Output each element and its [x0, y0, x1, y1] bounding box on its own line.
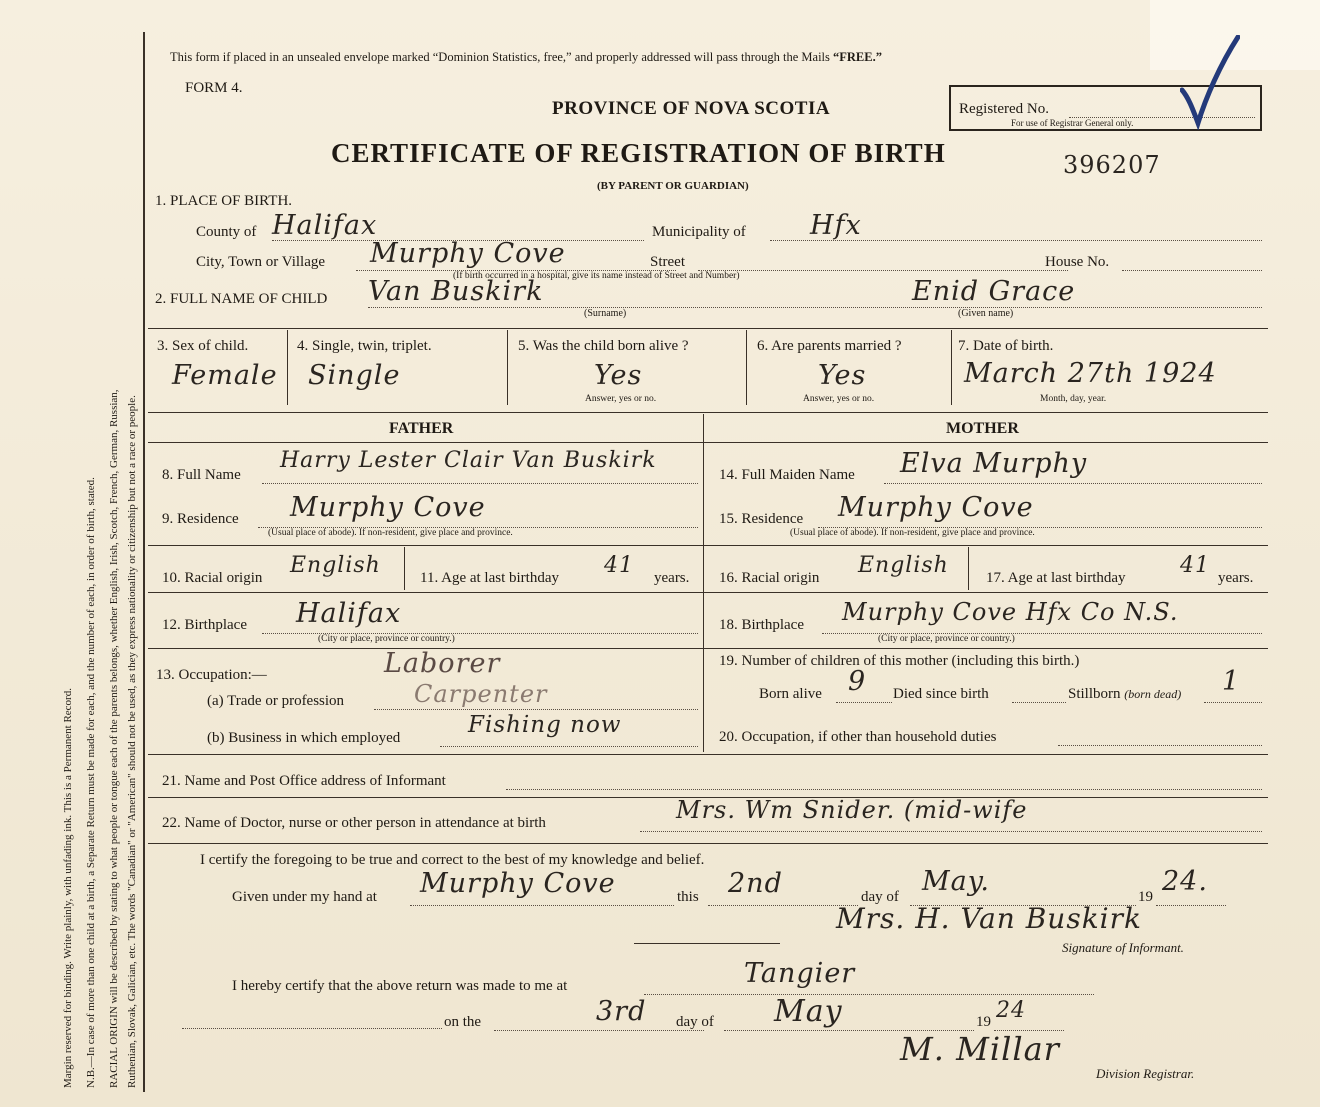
- father-age: 41: [604, 553, 634, 578]
- mother-res-label: 15. Residence: [719, 511, 804, 527]
- registrar-use-note: For use of Registrar General only.: [1011, 118, 1134, 128]
- rule-race-under: [148, 592, 1268, 593]
- informant-line: [506, 789, 1262, 790]
- sex-label: 3. Sex of child.: [157, 338, 249, 354]
- rule-col-c: [746, 330, 747, 405]
- mother-name-label: 14. Full Maiden Name: [719, 467, 855, 483]
- father-res-note: (Usual place of abode). If non-resident, give place and province.: [268, 528, 513, 538]
- rule-mother-race: [968, 547, 969, 590]
- occupation-other-line: [1058, 745, 1262, 746]
- rule-col-d: [951, 330, 952, 405]
- mother-race-label: 16. Racial origin: [719, 570, 820, 586]
- margin-note-4: Ruthenian, Slovak, Galician, etc. The words "Canadian" or "American" should not be used, as they express nationality or citizenship but not a race or people.: [126, 395, 138, 1088]
- registration-number: 396207: [1063, 151, 1161, 179]
- dob-label: 7. Date of birth.: [958, 338, 1054, 354]
- rule-parents-top: [148, 412, 1268, 413]
- given-place: Murphy Cove: [420, 868, 616, 899]
- surname-note: (Surname): [584, 308, 627, 319]
- married-value: Yes: [818, 360, 867, 391]
- mother-bp-label: 18. Birthplace: [719, 617, 804, 633]
- street-line: [698, 270, 1068, 271]
- business-line: [440, 746, 698, 747]
- business-label: (b) Business in which employed: [207, 730, 401, 746]
- registered-label: Registered No.: [959, 101, 1049, 117]
- margin-note-1: Margin reserved for binding. Write plainly, with unfading ink. This is a Permanent Record.: [62, 688, 74, 1088]
- trade-label: (a) Trade or profession: [207, 693, 345, 709]
- father-heading: FATHER: [389, 420, 454, 437]
- given-under-label: Given under my hand at: [232, 889, 377, 905]
- registrar-month: May: [774, 994, 843, 1029]
- municipality-value: Hfx: [810, 210, 862, 241]
- father-name: Harry Lester Clair Van Buskirk: [280, 448, 657, 473]
- mail-note-text: This form if placed in an unsealed envelope marked “Dominion Statistics, free,” and properly addressed will pass through the Mails: [170, 50, 834, 64]
- alive-value: Yes: [594, 360, 643, 391]
- rule-heading-under: [148, 442, 1268, 443]
- informant-sig-label: Signature of Informant.: [1062, 940, 1184, 955]
- father-race: English: [290, 553, 381, 578]
- given-name-note: (Given name): [958, 308, 1014, 319]
- trade-value: Carpenter: [414, 680, 548, 708]
- rule-col-a: [287, 330, 288, 405]
- attendant-value: Mrs. Wm Snider. (mid-wife: [676, 796, 1028, 824]
- year-line: [1156, 905, 1226, 906]
- father-years: years.: [654, 570, 690, 586]
- born-alive-label: Born alive: [759, 686, 822, 702]
- registrar-day: 3rd: [596, 996, 647, 1027]
- born-alive-value: 9: [848, 666, 867, 697]
- rule-attendant-under: [148, 843, 1268, 844]
- registrar-sig-line: [182, 1028, 442, 1029]
- form-number: FORM 4.: [185, 80, 243, 96]
- father-residence: Murphy Cove: [290, 492, 486, 523]
- father-res-label: 9. Residence: [162, 511, 239, 527]
- father-race-label: 10. Racial origin: [162, 570, 263, 586]
- attendant-label: 22. Name of Doctor, nurse or other person in attendance at birth: [162, 815, 546, 831]
- father-age-label: 11. Age at last birthday: [420, 570, 559, 586]
- stillborn-note: (born dead): [1124, 687, 1182, 701]
- rule-certify-short: [634, 943, 780, 944]
- dob-note: Month, day, year.: [1040, 394, 1107, 404]
- rule-row3-top: [148, 328, 1268, 329]
- county-label: County of: [196, 224, 257, 240]
- rule-father-race: [404, 547, 405, 590]
- mother-name: Elva Murphy: [900, 448, 1088, 479]
- rule-col-b: [507, 330, 508, 405]
- father-name-line: [262, 483, 698, 484]
- child-surname: Van Buskirk: [368, 276, 544, 307]
- city-value: Murphy Cove: [370, 238, 566, 269]
- given-place-line: [410, 905, 674, 906]
- registrar-place: Tangier: [744, 958, 856, 989]
- born-alive-line: [836, 702, 892, 703]
- stillborn-label: [1068, 686, 1181, 703]
- mother-bp-note: (City or place, province or country.): [878, 634, 1015, 644]
- mother-age-label: 17. Age at last birthday: [986, 570, 1126, 586]
- mother-heading: MOTHER: [946, 420, 1019, 437]
- registrar-place-line: [644, 994, 1094, 995]
- rule-bp-under: [148, 648, 1268, 649]
- year-value: 24.: [1162, 866, 1208, 897]
- child-name-label: 2. FULL NAME OF CHILD: [155, 291, 328, 307]
- attendant-line: [640, 831, 1262, 832]
- informant-label: 21. Name and Post Office address of Informant: [162, 773, 446, 789]
- registrar-statement: I hereby certify that the above return was made to me at: [232, 978, 568, 994]
- margin-note-2: N.B.—In case of more than one child at a birth, a Separate Return must be made for each, and the number of each, in order of birth, stated.: [85, 477, 97, 1088]
- single-label: 4. Single, twin, triplet.: [297, 338, 432, 354]
- married-answer-note: Answer, yes or no.: [803, 394, 875, 404]
- house-line: [1122, 270, 1262, 271]
- rule-parents-bottom: [148, 754, 1268, 755]
- certificate-subtitle: (BY PARENT OR GUARDIAN): [597, 180, 749, 192]
- month-value: May.: [922, 866, 990, 897]
- alive-label: 5. Was the child born alive ?: [518, 338, 689, 354]
- reg-year-prefix: 19: [976, 1014, 991, 1030]
- married-label: 6. Are parents married ?: [757, 338, 902, 354]
- stillborn-text: Stillborn: [1068, 686, 1121, 702]
- registrar-sig-label: Division Registrar.: [1096, 1066, 1195, 1081]
- registrar-year: 24: [996, 998, 1026, 1023]
- single-value: Single: [308, 360, 401, 391]
- province-heading: PROVINCE OF NOVA SCOTIA: [552, 98, 831, 119]
- certify-statement: I certify the foregoing to be true and correct to the best of my knowledge and belief.: [200, 852, 705, 868]
- rule-res-under: [148, 545, 1268, 546]
- day-value: 2nd: [728, 868, 783, 899]
- mother-race: English: [858, 553, 949, 578]
- dob-value: March 27th 1924: [964, 358, 1217, 389]
- mother-birthplace: Murphy Cove Hfx Co N.S.: [842, 598, 1179, 626]
- child-given-name: Enid Grace: [912, 276, 1076, 307]
- mail-note-free: “FREE.”: [833, 50, 882, 64]
- hospital-note: (If birth occurred in a hospital, give its name instead of Street and Number): [453, 271, 740, 281]
- county-value: Halifax: [272, 210, 378, 241]
- municipality-label: Municipality of: [652, 224, 746, 240]
- mail-note: [170, 50, 882, 65]
- father-birthplace: Halifax: [296, 598, 402, 629]
- mother-age: 41: [1180, 553, 1210, 578]
- stillborn-value: 1: [1222, 666, 1241, 697]
- margin-rule: [143, 32, 145, 1092]
- mother-name-line: [884, 483, 1262, 484]
- certificate-title: CERTIFICATE OF REGISTRATION OF BIRTH: [331, 138, 946, 168]
- stillborn-line: [1204, 702, 1262, 703]
- place-of-birth-label: 1. PLACE OF BIRTH.: [155, 193, 293, 209]
- house-label: House No.: [1045, 254, 1110, 270]
- mother-res-note: (Usual place of abode). If non-resident, give place and province.: [790, 528, 1035, 538]
- occupation-value: Laborer: [384, 648, 501, 679]
- city-label: City, Town or Village: [196, 254, 326, 270]
- occupation-other-label: 20. Occupation, if other than household duties: [719, 729, 997, 745]
- registrar-signature: M. Millar: [900, 1030, 1060, 1068]
- on-the-label: on the: [444, 1014, 482, 1030]
- died-line: [1012, 702, 1066, 703]
- reg-day-of-label: day of: [676, 1014, 714, 1030]
- alive-answer-note: Answer, yes or no.: [585, 394, 657, 404]
- occupation-label: 13. Occupation:—: [156, 667, 267, 683]
- this-label: this: [677, 889, 699, 905]
- business-value: Fishing now: [468, 712, 622, 738]
- margin-note-3: RACIAL ORIGIN will be described by stating to what people or tongue each of the parents belongs, whether English, Irish, Scotch, French, German, Russian,: [108, 389, 120, 1088]
- rule-parents-divider: [703, 414, 704, 752]
- mother-residence: Murphy Cove: [838, 492, 1034, 523]
- father-name-label: 8. Full Name: [162, 467, 241, 483]
- father-bp-label: 12. Birthplace: [162, 617, 247, 633]
- year-prefix: 19: [1138, 889, 1153, 905]
- informant-signature: Mrs. H. Van Buskirk: [836, 902, 1142, 935]
- trade-line: [374, 709, 698, 710]
- mother-years: years.: [1218, 570, 1254, 586]
- children-label: 19. Number of children of this mother (including this birth.): [719, 653, 1080, 669]
- father-bp-note: (City or place, province or country.): [318, 634, 455, 644]
- checkmark-icon: [1180, 35, 1240, 130]
- died-label: Died since birth: [893, 686, 989, 702]
- day-of-label: day of: [861, 889, 899, 905]
- child-name-line: [368, 307, 1262, 308]
- reg-day-line: [494, 1030, 704, 1031]
- sex-value: Female: [172, 360, 278, 391]
- street-label: Street: [650, 254, 685, 270]
